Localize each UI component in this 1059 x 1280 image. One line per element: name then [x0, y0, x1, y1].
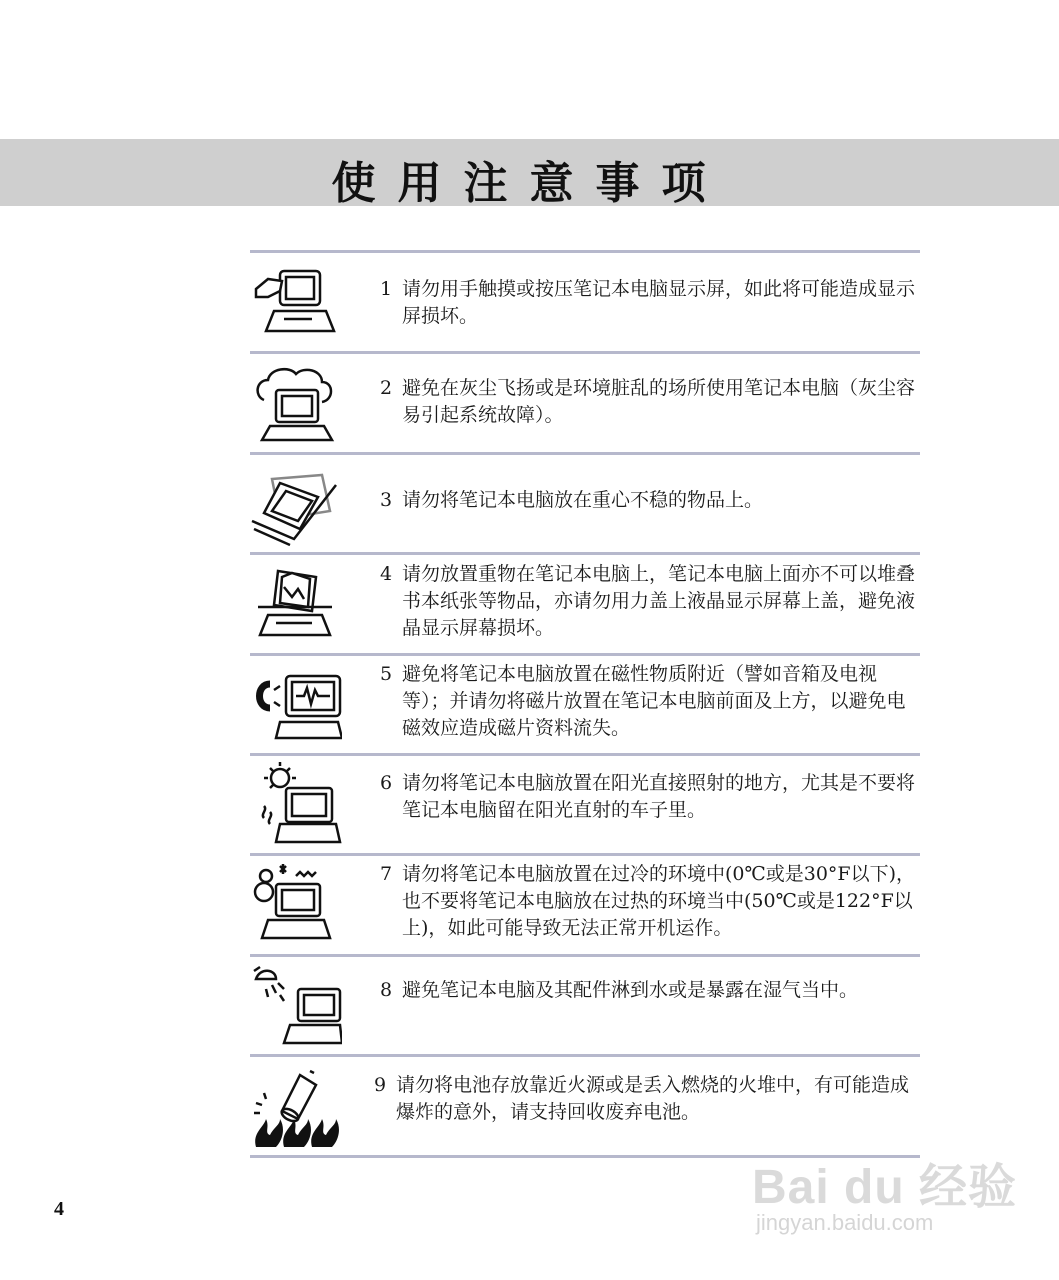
divider — [250, 552, 920, 555]
item-text: 请勿用手触摸或按压笔记本电脑显示屏，如此将可能造成显示屏损坏。 — [402, 278, 916, 327]
page-title: 使用注意事项 — [331, 158, 728, 209]
item-number: 2 — [380, 377, 393, 399]
divider — [250, 1155, 920, 1158]
divider — [250, 653, 920, 656]
dust-cloud-icon — [250, 360, 342, 446]
heavy-object-icon — [250, 563, 342, 649]
item-number: 7 — [380, 863, 393, 885]
item-number: 3 — [380, 489, 393, 511]
divider — [250, 1054, 920, 1057]
item-number: 4 — [380, 563, 393, 585]
snowman-cold-icon — [250, 862, 342, 948]
item-number: 8 — [380, 979, 393, 1001]
watermark — [752, 1128, 1018, 1248]
watermark-url: jingyan.baidu.com — [756, 1210, 934, 1235]
magnet-icon — [250, 662, 342, 748]
water-shower-icon — [250, 963, 342, 1049]
item-text: 避免在灰尘飞扬或是环境脏乱的场所使用笔记本电脑（灰尘容易引起系统故障）。 — [402, 377, 916, 426]
page-number: 4 — [54, 1198, 64, 1220]
item-text: 避免将笔记本电脑放置在磁性物质附近（譬如音箱及电视等）；并请勿将磁片放置在笔记本电脑前面及上方，以避免电磁效应造成磁片资料流失。 — [402, 663, 906, 739]
divider — [250, 351, 920, 354]
item-number: 1 — [380, 278, 393, 300]
item-text: 请勿将笔记本电脑放在重心不稳的物品上。 — [402, 489, 764, 511]
sun-heat-icon — [250, 762, 342, 848]
item-text: 避免笔记本电脑及其配件淋到水或是暴露在湿气当中。 — [402, 979, 859, 1001]
item-text: 请勿将电池存放靠近火源或是丢入燃烧的火堆中，有可能造成爆炸的意外，请支持回收废弃电池。 — [396, 1074, 910, 1123]
item-text: 请勿将笔记本电脑放置在过冷的环境中(0℃或是30°F以下)，也不要将笔记本电脑放在过热的环境当中(50℃或是122°F以上)，如此可能导致无法正常开机运作。 — [402, 863, 916, 939]
item-number: 5 — [380, 663, 393, 685]
divider — [250, 853, 920, 856]
item-number: 6 — [380, 772, 393, 794]
divider — [250, 753, 920, 756]
unstable-surface-icon — [250, 463, 342, 549]
divider — [250, 452, 920, 455]
title-band — [0, 139, 1059, 209]
divider — [250, 250, 920, 253]
item-number: 9 — [374, 1074, 387, 1096]
watermark-logo: Bai du 经验 — [752, 1161, 1018, 1214]
battery-fire-icon — [250, 1063, 342, 1149]
divider — [250, 954, 920, 957]
item-text: 请勿将笔记本电脑放置在阳光直接照射的地方，尤其是不要将笔记本电脑留在阳光直射的车子里。 — [402, 772, 916, 821]
hand-touch-screen-icon — [250, 261, 342, 347]
item-text: 请勿放置重物在笔记本电脑上，笔记本电脑上面亦不可以堆叠书本纸张等物品，亦请勿用力盖上液晶显示屏幕上盖，避免液晶显示屏幕损坏。 — [402, 563, 916, 639]
